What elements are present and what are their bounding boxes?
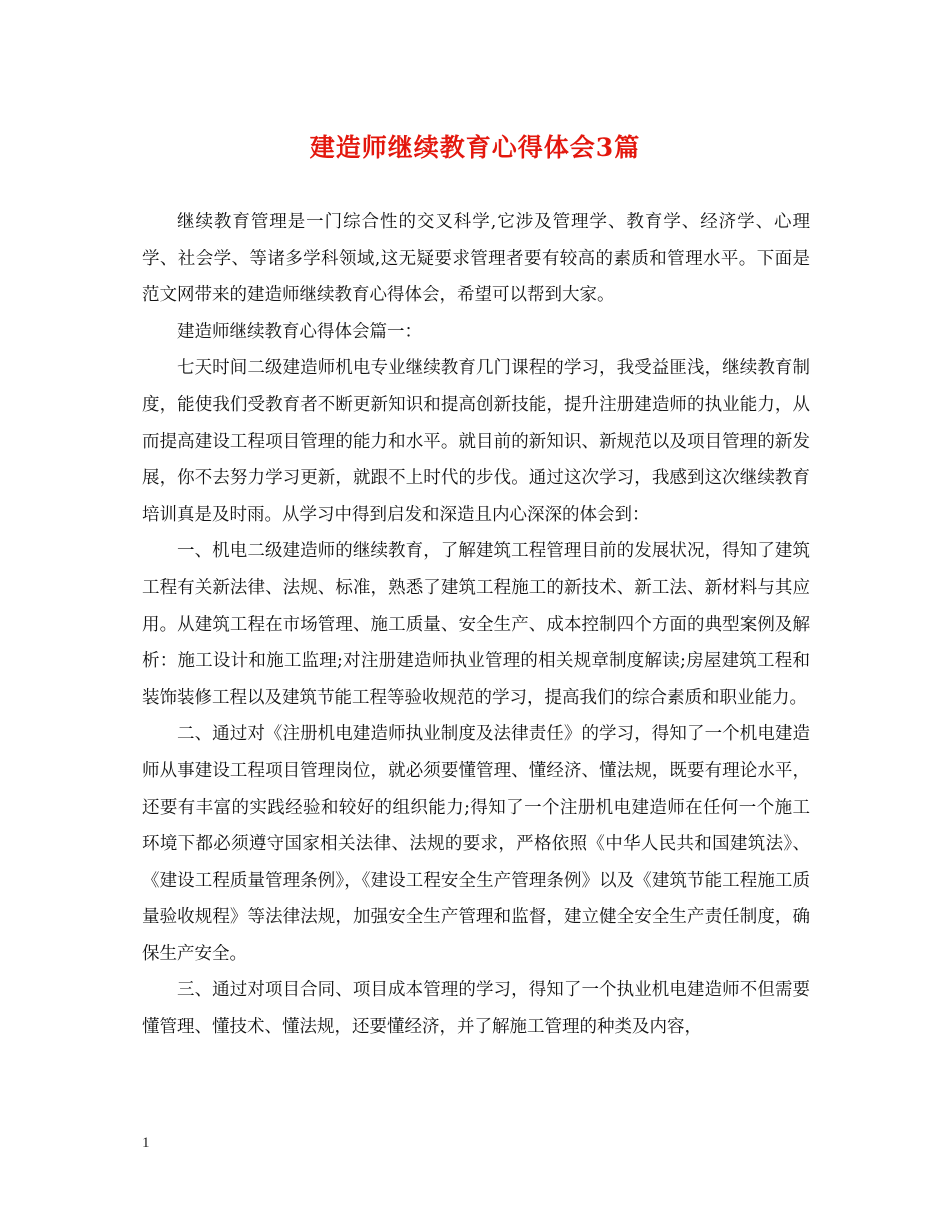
intro-paragraph: 继续教育管理是一门综合性的交叉科学,它涉及管理学、教育学、经济学、心理学、社会学、等诸多学科领域,这无疑要求管理者要有较高的素质和管理水平。下面是范文网带来的建造师继续教育心得体会，希望可以帮到大家。 bbox=[142, 212, 810, 306]
body-paragraph: 七天时间二级建造师机电专业继续教育几门课程的学习，我受益匪浅，继续教育制度，能使我们受教育者不断更新知识和提高创新技能，提升注册建造师的执业能力，从而提高建设工程项目管理的能力和水平。就目前的新知识、新规范以及项目管理的新发展，你不去努力学习更新，就跟不上时代的步伐。通过这次学习，我感到这次继续教育培训真是及时雨。从学习中得到启发和深造且内心深深的体会到： bbox=[142, 358, 810, 525]
section-heading: 建造师继续教育心得体会篇一： bbox=[177, 321, 422, 342]
document-body bbox=[142, 204, 810, 1046]
body-paragraph: 一、机电二级建造师的继续教育，了解建筑工程管理目前的发展状况，得知了建筑工程有关新法律、法规、标准，熟悉了建筑工程施工的新技术、新工法、新材料与其应用。从建筑工程在市场管理、施工质量、安全生产、成本控制四个方面的典型案例及解析：施工设计和施工监理;对注册建造师执业管理的相关规章制度解读;房屋建筑工程和装饰装修工程以及建筑节能工程等验收规范的学习，提高我们的综合素质和职业能力。 bbox=[142, 541, 810, 708]
page-number: 1 bbox=[142, 1135, 150, 1151]
document-title: 建造师继续教育心得体会3篇 bbox=[309, 133, 641, 162]
body-paragraph: 二、通过对《注册机电建造师执业制度及法律责任》的学习，得知了一个机电建造师从事建设工程项目管理岗位，就必须要懂管理、懂经济、懂法规，既要有理论水平，还要有丰富的实践经验和较好的组织能力;得知了一个注册机电建造师在任何一个施工环境下都必须遵守国家相关法律、法规的要求，严格依照《中华人民共和国建筑法》、《建设工程质量管理条例》，《建设工程安全生产管理条例》以及《建筑节能工程施工质量验收规程》等法律法规，加强安全生产管理和监督，建立健全安全生产责任制度，确保生产安全。 bbox=[142, 724, 810, 964]
body-paragraph: 三、通过对项目合同、项目成本管理的学习，得知了一个执业机电建造师不但需要懂管理、懂技术、懂法规，还要懂经济，并了解施工管理的种类及内容， bbox=[142, 980, 810, 1038]
